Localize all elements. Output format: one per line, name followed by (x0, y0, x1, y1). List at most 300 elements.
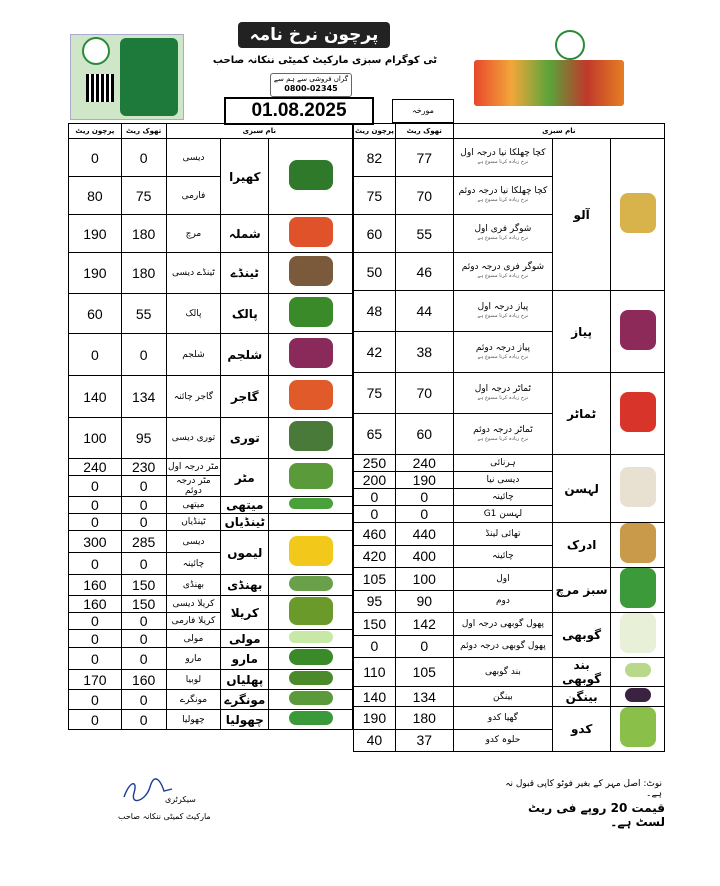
retail-price-cell: 80 (69, 177, 122, 215)
table-row (69, 294, 353, 334)
vegetable-name-cell: بھنڈی (221, 575, 269, 596)
retail-price-cell: 42 (354, 332, 396, 373)
green-chili-icon (620, 568, 656, 608)
vegetable-image-cell (611, 568, 665, 613)
variety-cell (453, 568, 553, 591)
variety-label: دیسی نیا (486, 475, 520, 485)
variety-label: مٹر درجہ اول (168, 462, 219, 472)
variety-label: شلجم (182, 349, 205, 360)
variety-cell (453, 590, 553, 613)
vegetable-name-cell: لہسن (553, 455, 611, 523)
mongray-icon (289, 691, 333, 705)
variety-cell (166, 575, 221, 596)
signatory-org: مارکیٹ کمیٹی ننکانہ صاحب (118, 812, 211, 821)
variety-label: ٹینڈے دیسی (172, 268, 215, 278)
variety-label: ہرنائی (490, 458, 516, 468)
retail-price-cell: 170 (69, 670, 122, 690)
vegetable-name-cell: پالک (221, 294, 269, 334)
variety-cell (453, 215, 553, 253)
variety-cell (166, 613, 221, 630)
retail-price-cell: 460 (354, 523, 396, 546)
wholesale-price-cell: 240 (395, 455, 453, 472)
variety-label: ٹینڈیاں (181, 517, 206, 527)
retail-price-cell: 0 (69, 514, 122, 531)
signatory-title: سیکرٹری (165, 795, 196, 804)
photocopy-note: نوٹ: اصل مہر کے بغیر فوٹو کاپی قبول نہ ہے۔ (505, 779, 662, 799)
variety-note: نرخ زیادہ کرنا ممنوع ہے (477, 235, 529, 241)
wholesale-price-cell: 70 (395, 177, 453, 215)
retail-price-cell: 140 (69, 376, 122, 418)
wholesale-price-cell: 0 (395, 635, 453, 658)
variety-cell (453, 729, 553, 752)
vegetable-name-cell: سبز مرچ (553, 568, 611, 613)
phone-screen-image (120, 38, 178, 116)
retail-price-cell: 0 (69, 334, 122, 376)
table-row (69, 670, 353, 690)
column-header-name: نام سبزی (166, 124, 352, 139)
variety-cell (166, 139, 221, 177)
wholesale-price-cell: 190 (395, 472, 453, 489)
vegetable-name-cell: کدو (553, 707, 611, 752)
vegetable-name-cell: ادرک (553, 523, 611, 568)
table-row (69, 459, 353, 476)
wholesale-price-cell: 46 (395, 253, 453, 291)
variety-note: نرخ زیادہ کرنا ممنوع ہے (477, 394, 529, 401)
table-row (354, 658, 665, 687)
table-row (354, 291, 665, 332)
wholesale-price-cell: 0 (395, 489, 453, 506)
variety-label: دیسی (182, 152, 205, 163)
vegetable-name-cell: گاجر (221, 376, 269, 418)
column-header-wholesale: تھوک ریٹ (121, 124, 166, 139)
wholesale-price-cell: 55 (121, 294, 166, 334)
variety-note: نرخ زیادہ کرنا ممنوع ہے (477, 353, 529, 360)
variety-cell (166, 418, 221, 459)
wholesale-price-cell: 180 (121, 253, 166, 294)
retail-price-cell: 200 (354, 472, 396, 489)
variety-cell (453, 707, 553, 730)
variety-cell (166, 553, 221, 575)
variety-cell (166, 253, 221, 294)
green-chickpea-icon (289, 711, 333, 725)
table-row (354, 523, 665, 546)
left-price-table (68, 123, 353, 730)
peas-icon (289, 463, 333, 489)
variety-label: لوبیا (185, 674, 202, 685)
variety-label: اول (496, 573, 510, 584)
table-row (69, 334, 353, 376)
date-label: مورخہ (392, 99, 454, 123)
vegetable-image-cell (269, 531, 353, 575)
retail-price-cell: 0 (69, 553, 122, 575)
retail-price-cell: 48 (354, 291, 396, 332)
vegetable-image-cell (611, 373, 665, 455)
wholesale-price-cell: 38 (395, 332, 453, 373)
vegetable-name-cell: پیاز (553, 291, 611, 373)
date-value: 01.08.2025 (224, 97, 374, 125)
turnip-icon (289, 338, 333, 368)
retail-price-cell: 190 (69, 215, 122, 253)
retail-price-cell: 0 (69, 648, 122, 670)
wholesale-price-cell: 37 (395, 729, 453, 752)
variety-cell (453, 253, 553, 291)
wholesale-price-cell: 100 (395, 568, 453, 591)
variety-label: میتھی (182, 500, 205, 510)
variety-label: ٹماٹر درجہ اول (474, 383, 532, 394)
variety-cell (453, 332, 553, 373)
variety-label: فارمی (181, 190, 206, 201)
variety-cell (453, 687, 553, 707)
variety-note: نرخ زیادہ کرنا ممنوع ہے (477, 273, 529, 279)
garlic-icon (620, 467, 656, 507)
wholesale-price-cell: 0 (121, 334, 166, 376)
variety-label: ٹماٹر درجہ دوئم (473, 424, 533, 435)
lemon-icon (289, 536, 333, 566)
table-row (354, 373, 665, 414)
variety-cell (453, 414, 553, 455)
market-committee-subtitle: ٹی کوگرام سبزی مارکیٹ کمیٹی ننکانہ صاحب (212, 55, 438, 66)
vegetable-image-cell (269, 575, 353, 596)
right-price-table (353, 123, 665, 752)
retail-price-cell: 300 (69, 531, 122, 553)
retail-price-cell: 0 (354, 489, 396, 506)
variety-cell (166, 334, 221, 376)
column-header-name: نام سبزی (453, 124, 664, 139)
wholesale-price-cell: 150 (121, 575, 166, 596)
retail-price-cell: 0 (69, 630, 122, 648)
vegetable-name-cell: مٹر (221, 459, 269, 497)
bell-pepper-icon (289, 217, 333, 247)
retail-price-cell: 75 (354, 373, 396, 414)
vegetable-image-cell (269, 630, 353, 648)
table-row (69, 710, 353, 730)
cabbage-icon (625, 663, 651, 677)
variety-label: بھنڈی (182, 580, 205, 590)
wholesale-price-cell: 44 (395, 291, 453, 332)
retail-price-cell: 140 (354, 687, 396, 707)
variety-cell (453, 658, 553, 687)
variety-cell (166, 294, 221, 334)
table-row (354, 613, 665, 636)
vegetable-name-cell: ٹماٹر (553, 373, 611, 455)
qr-code-icon (86, 74, 114, 102)
table-row (354, 687, 665, 707)
table-row (354, 568, 665, 591)
vegetable-image-cell (611, 658, 665, 687)
variety-label: چائینہ (492, 492, 514, 502)
table-row (69, 139, 353, 177)
potato-icon (620, 193, 656, 233)
gourd-icon (620, 707, 656, 747)
wholesale-price-cell: 134 (395, 687, 453, 707)
bitter-gourd-icon (289, 597, 333, 625)
vegetable-image-cell (269, 418, 353, 459)
variety-cell (166, 376, 221, 418)
vegetable-name-cell: بینگن (553, 687, 611, 707)
variety-cell (166, 630, 221, 648)
vegetable-name-cell: بند گوبھی (553, 658, 611, 687)
vegetable-image-cell (269, 710, 353, 730)
retail-price-cell: 95 (354, 590, 396, 613)
vegetable-name-cell: پھلیاں (221, 670, 269, 690)
variety-label: چائینہ (182, 558, 205, 569)
eggplant-icon (625, 688, 651, 702)
retail-price-cell: 0 (354, 635, 396, 658)
punjab-logo-icon (555, 30, 585, 60)
wholesale-price-cell: 180 (121, 215, 166, 253)
variety-cell (166, 596, 221, 613)
retail-price-cell: 0 (69, 497, 122, 514)
retail-price-cell: 250 (354, 455, 396, 472)
variety-cell (166, 215, 221, 253)
retail-price-cell: 82 (354, 139, 396, 177)
variety-label: مولی (183, 633, 204, 644)
vegetable-image-cell (269, 334, 353, 376)
vegetable-image-cell (269, 215, 353, 253)
spinach-icon (289, 297, 333, 327)
retail-price-cell: 105 (354, 568, 396, 591)
vegetable-image-cell (611, 139, 665, 291)
variety-label: توری دیسی (171, 433, 216, 443)
wholesale-price-cell: 230 (121, 459, 166, 476)
fenugreek-icon (289, 498, 333, 509)
variety-label: شوگر فری اول (474, 224, 532, 234)
variety-cell (166, 670, 221, 690)
retail-price-cell: 0 (69, 710, 122, 730)
variety-label: لہسن G1 (483, 509, 523, 519)
vegetable-name-cell: لیموں (221, 531, 269, 575)
variety-cell (166, 476, 221, 497)
wholesale-price-cell: 180 (395, 707, 453, 730)
vegetable-name-cell: مونگرے (221, 690, 269, 710)
variety-cell (453, 613, 553, 636)
retail-price-cell: 0 (69, 613, 122, 630)
table-row (69, 575, 353, 596)
variety-label: پھول گوبھی درجہ اول (461, 618, 544, 629)
wholesale-price-cell: 0 (121, 139, 166, 177)
retail-price-cell: 150 (354, 613, 396, 636)
vegetable-image-cell (269, 294, 353, 334)
vegetable-name-cell: ٹینڈیاں (221, 514, 269, 531)
variety-label: مرچ (185, 228, 202, 239)
wholesale-price-cell: 0 (121, 710, 166, 730)
table-row (69, 376, 353, 418)
retail-price-cell: 0 (69, 476, 122, 497)
retail-price-cell: 190 (69, 253, 122, 294)
variety-note: نرخ زیادہ کرنا ممنوع ہے (477, 159, 529, 165)
retail-price-cell: 110 (354, 658, 396, 687)
variety-label: گاجر چائنہ (173, 391, 214, 402)
vegetable-image-cell (269, 648, 353, 670)
wholesale-price-cell: 0 (121, 553, 166, 575)
wholesale-price-cell: 150 (121, 596, 166, 613)
variety-label: چائینہ (492, 551, 514, 562)
variety-label: کچا چھلکا نیا درجہ دوئم (458, 186, 548, 196)
table-row (69, 531, 353, 553)
wholesale-price-cell: 0 (395, 506, 453, 523)
variety-cell (453, 291, 553, 332)
helpline-label: گراں فروشی سے ہم سے (273, 75, 349, 83)
table-row (354, 139, 665, 177)
retail-price-cell: 40 (354, 729, 396, 752)
helpline-box (270, 73, 352, 97)
retail-price-cell: 60 (69, 294, 122, 334)
variety-cell (453, 523, 553, 546)
retail-price-cell: 0 (69, 139, 122, 177)
price-list-cost-note: قیمت 20 روپے فی ریٹ لسٹ ہے۔ (528, 801, 665, 829)
variety-label: مارو (185, 653, 202, 664)
retail-price-cell: 420 (354, 545, 396, 568)
column-header-wholesale: تھوک ریٹ (395, 124, 453, 139)
radish-icon (289, 631, 333, 643)
retail-price-cell: 65 (354, 414, 396, 455)
wholesale-price-cell: 90 (395, 590, 453, 613)
wholesale-price-cell: 70 (395, 373, 453, 414)
variety-label: تھائی لینڈ (485, 528, 521, 539)
vegetable-name-cell: مارو (221, 648, 269, 670)
variety-label: مٹر درجہ دوئم (176, 476, 211, 496)
vegetable-image-cell (269, 139, 353, 215)
variety-cell (453, 635, 553, 658)
retail-price-cell: 100 (69, 418, 122, 459)
variety-cell (453, 455, 553, 472)
variety-label: پیاز درجہ اول (477, 301, 529, 312)
vegetable-image-cell (269, 690, 353, 710)
wholesale-price-cell: 55 (395, 215, 453, 253)
wholesale-price-cell: 0 (121, 497, 166, 514)
retail-price-cell: 160 (69, 596, 122, 613)
wholesale-price-cell: 0 (121, 476, 166, 497)
retail-price-cell: 240 (69, 459, 122, 476)
vegetable-image-cell (269, 670, 353, 690)
vegetable-name-cell: توری (221, 418, 269, 459)
variety-cell (166, 531, 221, 553)
table-row (69, 497, 353, 514)
variety-cell (453, 373, 553, 414)
variety-cell (453, 489, 553, 506)
wholesale-price-cell: 0 (121, 613, 166, 630)
vegetable-name-cell: آلو (553, 139, 611, 291)
okra-icon (289, 576, 333, 591)
wholesale-price-cell: 0 (121, 514, 166, 531)
variety-label: بینگن (493, 691, 513, 702)
wholesale-price-cell: 77 (395, 139, 453, 177)
vegetable-image-cell (269, 253, 353, 294)
variety-cell (166, 497, 221, 514)
variety-label: حلوہ کدو (485, 735, 521, 746)
vegetable-image-cell (611, 613, 665, 658)
variety-label: دیسی (182, 536, 205, 547)
wholesale-price-cell: 134 (121, 376, 166, 418)
vegetables-banner-image (474, 60, 624, 106)
variety-label: گھیا کدو (487, 712, 518, 723)
vegetable-image-cell (611, 455, 665, 523)
wholesale-price-cell: 142 (395, 613, 453, 636)
variety-cell (166, 690, 221, 710)
variety-label: پیاز درجہ دوئم (475, 342, 530, 353)
govt-logo-icon (82, 37, 110, 65)
vegetable-name-cell: شملہ (221, 215, 269, 253)
wholesale-price-cell: 105 (395, 658, 453, 687)
column-header-retail: پرچون ریٹ (354, 124, 396, 139)
table-row (69, 648, 353, 670)
vegetable-image-cell (269, 497, 353, 514)
variety-label: پھول گوبھی درجہ دوئم (460, 641, 546, 652)
vegetable-image-cell (611, 687, 665, 707)
table-row (69, 418, 353, 459)
table-row (69, 215, 353, 253)
wholesale-price-cell: 160 (121, 670, 166, 690)
cauliflower-icon (620, 613, 656, 653)
cucumber-icon (289, 160, 333, 190)
wholesale-price-cell: 0 (121, 648, 166, 670)
variety-cell (166, 177, 221, 215)
vegetable-name-cell: میتھی (221, 497, 269, 514)
beans-icon (289, 671, 333, 685)
variety-label: دوم (495, 596, 510, 607)
retail-price-cell: 0 (354, 506, 396, 523)
variety-cell (453, 139, 553, 177)
variety-label: مونگرے (179, 694, 208, 705)
tomato-icon (620, 392, 656, 432)
variety-label: کچا چھلکا نیا درجہ اول (460, 148, 546, 158)
ginger-icon (620, 523, 656, 563)
vegetable-name-cell: ٹینڈے (221, 253, 269, 294)
vegetable-image-cell (611, 523, 665, 568)
variety-cell (453, 177, 553, 215)
column-header-retail: پرچون ریٹ (69, 124, 122, 139)
retail-price-cell: 50 (354, 253, 396, 291)
variety-cell (453, 506, 553, 523)
variety-label: بند گوبھی (484, 667, 521, 677)
variety-note: نرخ زیادہ کرنا ممنوع ہے (477, 435, 529, 442)
wholesale-price-cell: 95 (121, 418, 166, 459)
variety-cell (453, 545, 553, 568)
wholesale-price-cell: 440 (395, 523, 453, 546)
carrot-icon (289, 380, 333, 410)
tinda-icon (289, 256, 333, 286)
vegetable-name-cell: کریلا (221, 596, 269, 630)
table-row (354, 455, 665, 472)
vegetable-image-cell (269, 514, 353, 531)
variety-note: نرخ زیادہ کرنا ممنوع ہے (477, 312, 529, 319)
helpline-number: 0800-02345 (284, 84, 338, 93)
vegetable-image-cell (269, 459, 353, 497)
retail-price-cell: 160 (69, 575, 122, 596)
variety-cell (166, 514, 221, 531)
wholesale-price-cell: 285 (121, 531, 166, 553)
page-title: پرچون نرخ نامہ (238, 22, 390, 48)
greens-icon (289, 649, 333, 665)
retail-price-cell: 190 (354, 707, 396, 730)
vegetable-name-cell: شلجم (221, 334, 269, 376)
wholesale-price-cell: 60 (395, 414, 453, 455)
variety-cell (166, 459, 221, 476)
table-row (69, 596, 353, 613)
table-row (69, 514, 353, 531)
onion-icon (620, 310, 656, 350)
vegetable-name-cell: چھولیا (221, 710, 269, 730)
variety-cell (453, 472, 553, 489)
vegetable-image-cell (269, 596, 353, 630)
variety-label: پالک (185, 308, 202, 319)
vegetable-name-cell: گوبھی (553, 613, 611, 658)
vegetable-image-cell (269, 376, 353, 418)
wholesale-price-cell: 400 (395, 545, 453, 568)
variety-label: شوگر فری درجہ دوئم (461, 262, 545, 272)
variety-label: کریلا فارمی (171, 616, 216, 626)
ridge-gourd-icon (289, 421, 333, 451)
